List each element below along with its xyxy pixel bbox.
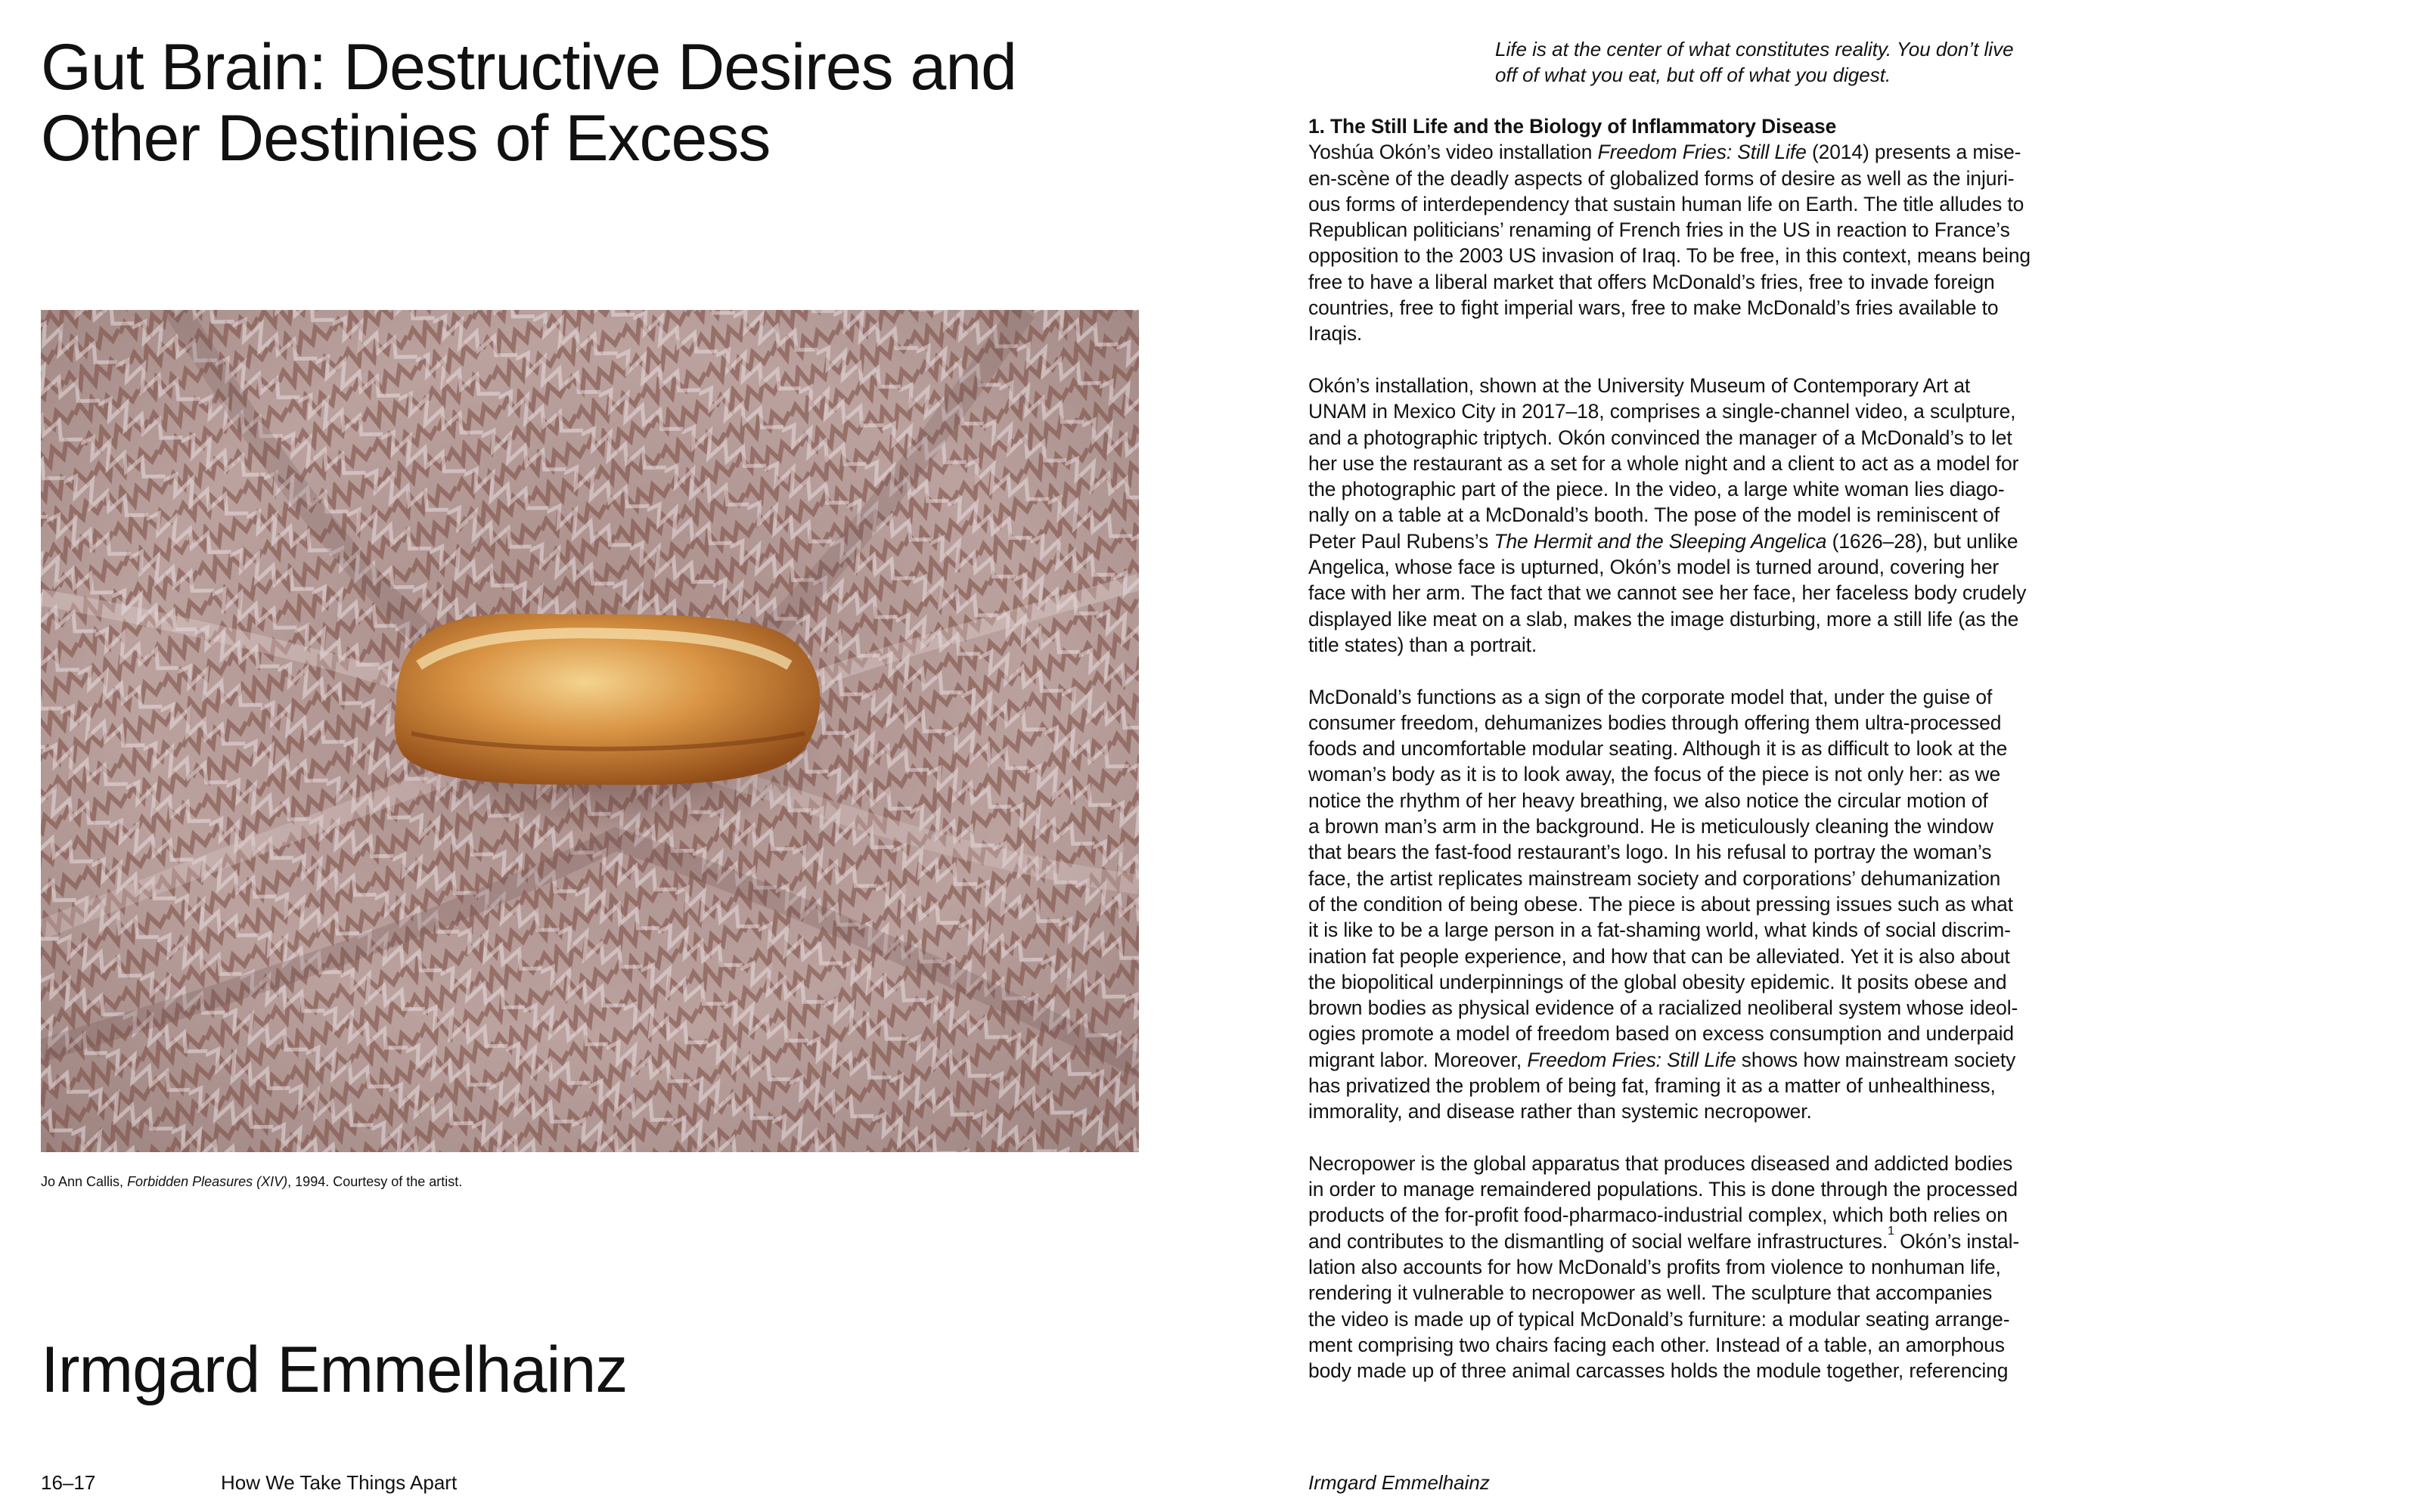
text-line: woman’s body as it is to look away, the focus of the piece is not only her: as we: [1308, 763, 2001, 786]
running-head-book-title: How We Take Things Apart: [221, 1471, 458, 1494]
text-line: opposition to the 2003 US invasion of Iraq. To be free, in this context, means being: [1308, 244, 2031, 268]
text-line: title states) than a portrait.: [1308, 633, 1537, 656]
article-title: [41, 32, 1130, 174]
artwork-photo: [41, 310, 1139, 1152]
paragraph: [1308, 684, 2065, 1125]
text-line: that bears the fast-food restaurant’s logo. In his refusal to portray the woman’s: [1308, 841, 1992, 864]
text-line: and a photographic triptych. Okón convinced the manager of a McDonald’s to let: [1308, 426, 2012, 449]
text-line: body made up of three animal carcasses holds the module together, referencing: [1308, 1359, 2009, 1383]
text-line: immorality, and disease rather than systemic necropower.: [1308, 1100, 1812, 1123]
title-line: Gut Brain: Destructive Desires and: [41, 31, 1016, 104]
paragraph: [1308, 373, 2065, 658]
epigraph: [1495, 36, 2040, 88]
text-line: has privatized the problem of being fat, framing it as a matter of unhealthiness,: [1308, 1074, 1996, 1097]
text-line: the biopolitical underpinnings of the global obesity epidemic. It posits obese and: [1308, 970, 2007, 993]
caption-artist: Jo Ann Callis,: [41, 1174, 128, 1189]
caption-work-title: Forbidden Pleasures (XIV): [127, 1174, 288, 1189]
text-line: ment comprising two chairs facing each other. Instead of a table, an amorphous: [1308, 1333, 2005, 1356]
footnote-marker[interactable]: 1: [1888, 1225, 1894, 1238]
caption-credit: , 1994. Courtesy of the artist.: [287, 1174, 463, 1189]
text-line: face, the artist replicates mainstream society and corporations’ dehumanization: [1308, 866, 2001, 890]
text-line: nally on a table at a McDonald’s booth. The pose of the model is reminiscent of: [1308, 503, 2000, 527]
text-line: notice the rhythm of her heavy breathing, we also notice the circular motion of: [1308, 789, 1988, 812]
bun-shape: [395, 614, 821, 785]
text-line: Okón’s installation, shown at the University Museum of Contemporary Art at: [1308, 373, 1971, 397]
text-line: in order to manage remaindered populations. This is done through the processed: [1308, 1178, 2018, 1201]
text-line: migrant labor. Moreover, Freedom Fries: Still Life shows how mainstream society: [1308, 1048, 2016, 1071]
text-line: Angelica, whose face is upturned, Okón’s model is turned around, covering her: [1308, 556, 2000, 579]
text-line: products of the for-profit food-pharmaco-industrial complex, which both relies on: [1308, 1204, 2008, 1227]
text-line: rendering it vulnerable to necropower as well. The sculpture that accompanies: [1308, 1281, 1993, 1305]
text-line: Yoshúa Okón’s video installation Freedom Fries: Still Life (2014) presents a mise-: [1308, 141, 2021, 164]
text-line: displayed like meat on a slab, makes the image disturbing, more a still life (as the: [1308, 607, 2019, 631]
text-line: her use the restaurant as a set for a whole night and a client to act as a model for: [1308, 451, 2019, 475]
running-head-author: Irmgard Emmelhainz: [1308, 1471, 1490, 1494]
text-line: McDonald’s functions as a sign of the corporate model that, under the guise of: [1308, 685, 1993, 708]
text-line: Necropower is the global apparatus that produces diseased and addicted bodies: [1308, 1151, 2013, 1175]
text-line: Peter Paul Rubens’s The Hermit and the Sleeping Angelica (1626–28), but unlike: [1308, 529, 2018, 553]
article-body: [1308, 113, 2065, 1410]
text-line: Republican politicians’ renaming of French fries in the US in reaction to France’s: [1308, 218, 2010, 242]
text-line: consumer freedom, dehumanizes bodies through offering them ultra-processed: [1308, 711, 2002, 734]
text-line: it is like to be a large person in a fat-shaming world, what kinds of social discrim-: [1308, 919, 2011, 942]
fabric-and-bun-image: [41, 310, 1139, 1152]
text-line: ination fat people experience, and how that can be alleviated. Yet it is also about: [1308, 944, 2010, 968]
text-line: countries, free to fight imperial wars, free to make McDonald’s fries available to: [1308, 296, 1999, 320]
text-line: a brown man’s arm in the background. He is meticulously cleaning the window: [1308, 815, 1993, 838]
text-line: the video is made up of typical McDonald’s furniture: a modular seating arrange-: [1308, 1307, 2010, 1331]
text-line: ogies promote a model of freedom based on excess consumption and underpaid: [1308, 1022, 2014, 1046]
text-line: en-scène of the deadly aspects of globalized forms of desire as well as the injuri-: [1308, 166, 2015, 190]
text-line: foods and uncomfortable modular seating. Although it is as difficult to look at the: [1308, 737, 2008, 761]
paragraph: [1308, 139, 2065, 346]
epigraph-line: Life is at the center of what constitutes reality. You don’t live: [1495, 38, 2014, 60]
title-line: Other Destinies of Excess: [41, 102, 771, 175]
text-line: Iraqis.: [1308, 322, 1363, 345]
text-line: and contributes to the dismantling of social welfare infrastructures.$^1$ Okón’s instal-: [1308, 1225, 2020, 1253]
page-numbers: 16–17: [41, 1471, 96, 1494]
section-heading: 1. The Still Life and the Biology of Inflammatory Disease: [1308, 115, 1837, 138]
text-line: of the condition of being obese. The piece is about pressing issues such as what: [1308, 892, 2013, 916]
text-line: face with her arm. The fact that we cannot see her face, her faceless body crudely: [1308, 581, 2027, 605]
paragraph: [1308, 1151, 2065, 1384]
text-line: free to have a liberal market that offers McDonald’s fries, free to invade foreign: [1308, 270, 1995, 293]
text-line: the photographic part of the piece. In the video, a large white woman lies diago-: [1308, 478, 2005, 501]
text-line: lation also accounts for how McDonald’s profits from violence to nonhuman life,: [1308, 1256, 2001, 1279]
text-line: ous forms of interdependency that sustain human life on Earth. The title alludes to: [1308, 192, 2024, 215]
text-line: UNAM in Mexico City in 2017–18, comprises a single-channel video, a sculpture,: [1308, 400, 2016, 423]
image-caption: [41, 1173, 462, 1191]
text-line: brown bodies as physical evidence of a racialized neoliberal system whose ideol-: [1308, 996, 2018, 1020]
author-name: Irmgard Emmelhainz: [41, 1334, 628, 1406]
epigraph-line: off of what you eat, but off of what you digest.: [1495, 64, 1891, 86]
